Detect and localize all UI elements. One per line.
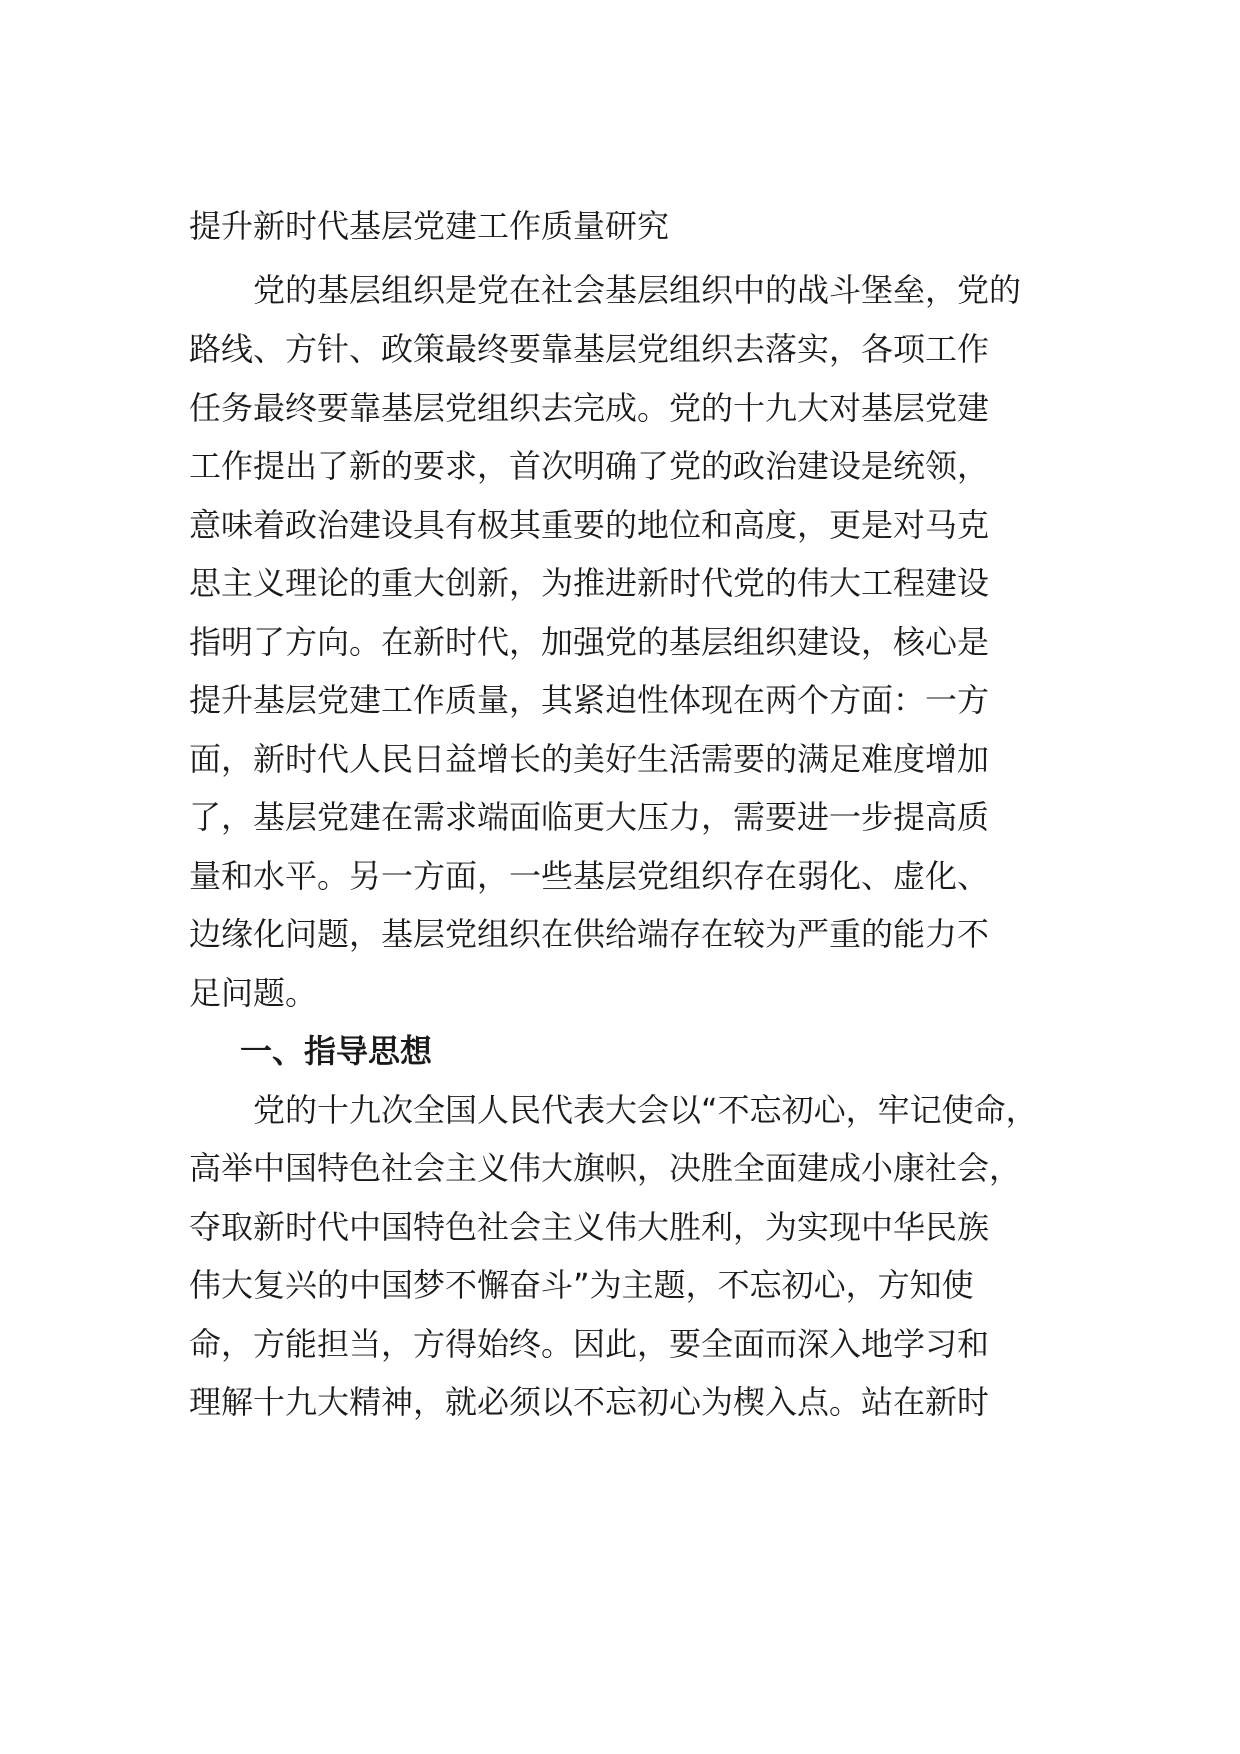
paragraph-line: 了，基层党建在需求端面临更大压力，需要进一步提高质	[189, 798, 990, 836]
paragraph-line: 量和水平。另一方面，一些基层党组织存在弱化、虚化、	[189, 857, 990, 895]
document-title: 提升新时代基层党建工作质量研究	[189, 207, 670, 245]
paragraph-line: 理解十九大精神，就必须以不忘初心为楔入点。站在新时	[189, 1383, 990, 1421]
paragraph-line: 思主义理论的重大创新，为推进新时代党的伟大工程建设	[189, 564, 990, 602]
paragraph-line: 伟大复兴的中国梦不懈奋斗”为主题，不忘初心，方知使	[189, 1266, 974, 1304]
paragraph-line: 路线、方针、政策最终要靠基层党组织去落实，各项工作	[189, 330, 990, 368]
section-heading: 一、指导思想	[240, 1032, 433, 1070]
paragraph-line: 边缘化问题，基层党组织在供给端存在较为严重的能力不	[189, 915, 990, 953]
paragraph-line: 党的十九次全国人民代表大会以“不忘初心，牢记使命，	[189, 1091, 1038, 1129]
paragraph-line: 指明了方向。在新时代，加强党的基层组织建设，核心是	[189, 623, 990, 661]
paragraph-line: 高举中国特色社会主义伟大旗帜，决胜全面建成小康社会，	[189, 1149, 1022, 1187]
paragraph-line: 工作提出了新的要求，首次明确了党的政治建设是统领，	[189, 447, 990, 485]
paragraph-line: 任务最终要靠基层党组织去完成。党的十九大对基层党建	[189, 389, 990, 427]
paragraph-line: 夺取新时代中国特色社会主义伟大胜利，为实现中华民族	[189, 1208, 990, 1246]
paragraph-line: 足问题。	[189, 974, 318, 1012]
paragraph-line: 提升基层党建工作质量，其紧迫性体现在两个方面：一方	[189, 681, 990, 719]
paragraph-line: 面，新时代人民日益增长的美好生活需要的满足难度增加	[189, 740, 990, 778]
paragraph-line: 命，方能担当，方得始终。因此，要全面而深入地学习和	[189, 1325, 990, 1363]
paragraph-line: 党的基层组织是党在社会基层组织中的战斗堡垒，党的	[189, 271, 1022, 309]
paragraph-line: 意味着政治建设具有极其重要的地位和高度，更是对马克	[189, 506, 990, 544]
